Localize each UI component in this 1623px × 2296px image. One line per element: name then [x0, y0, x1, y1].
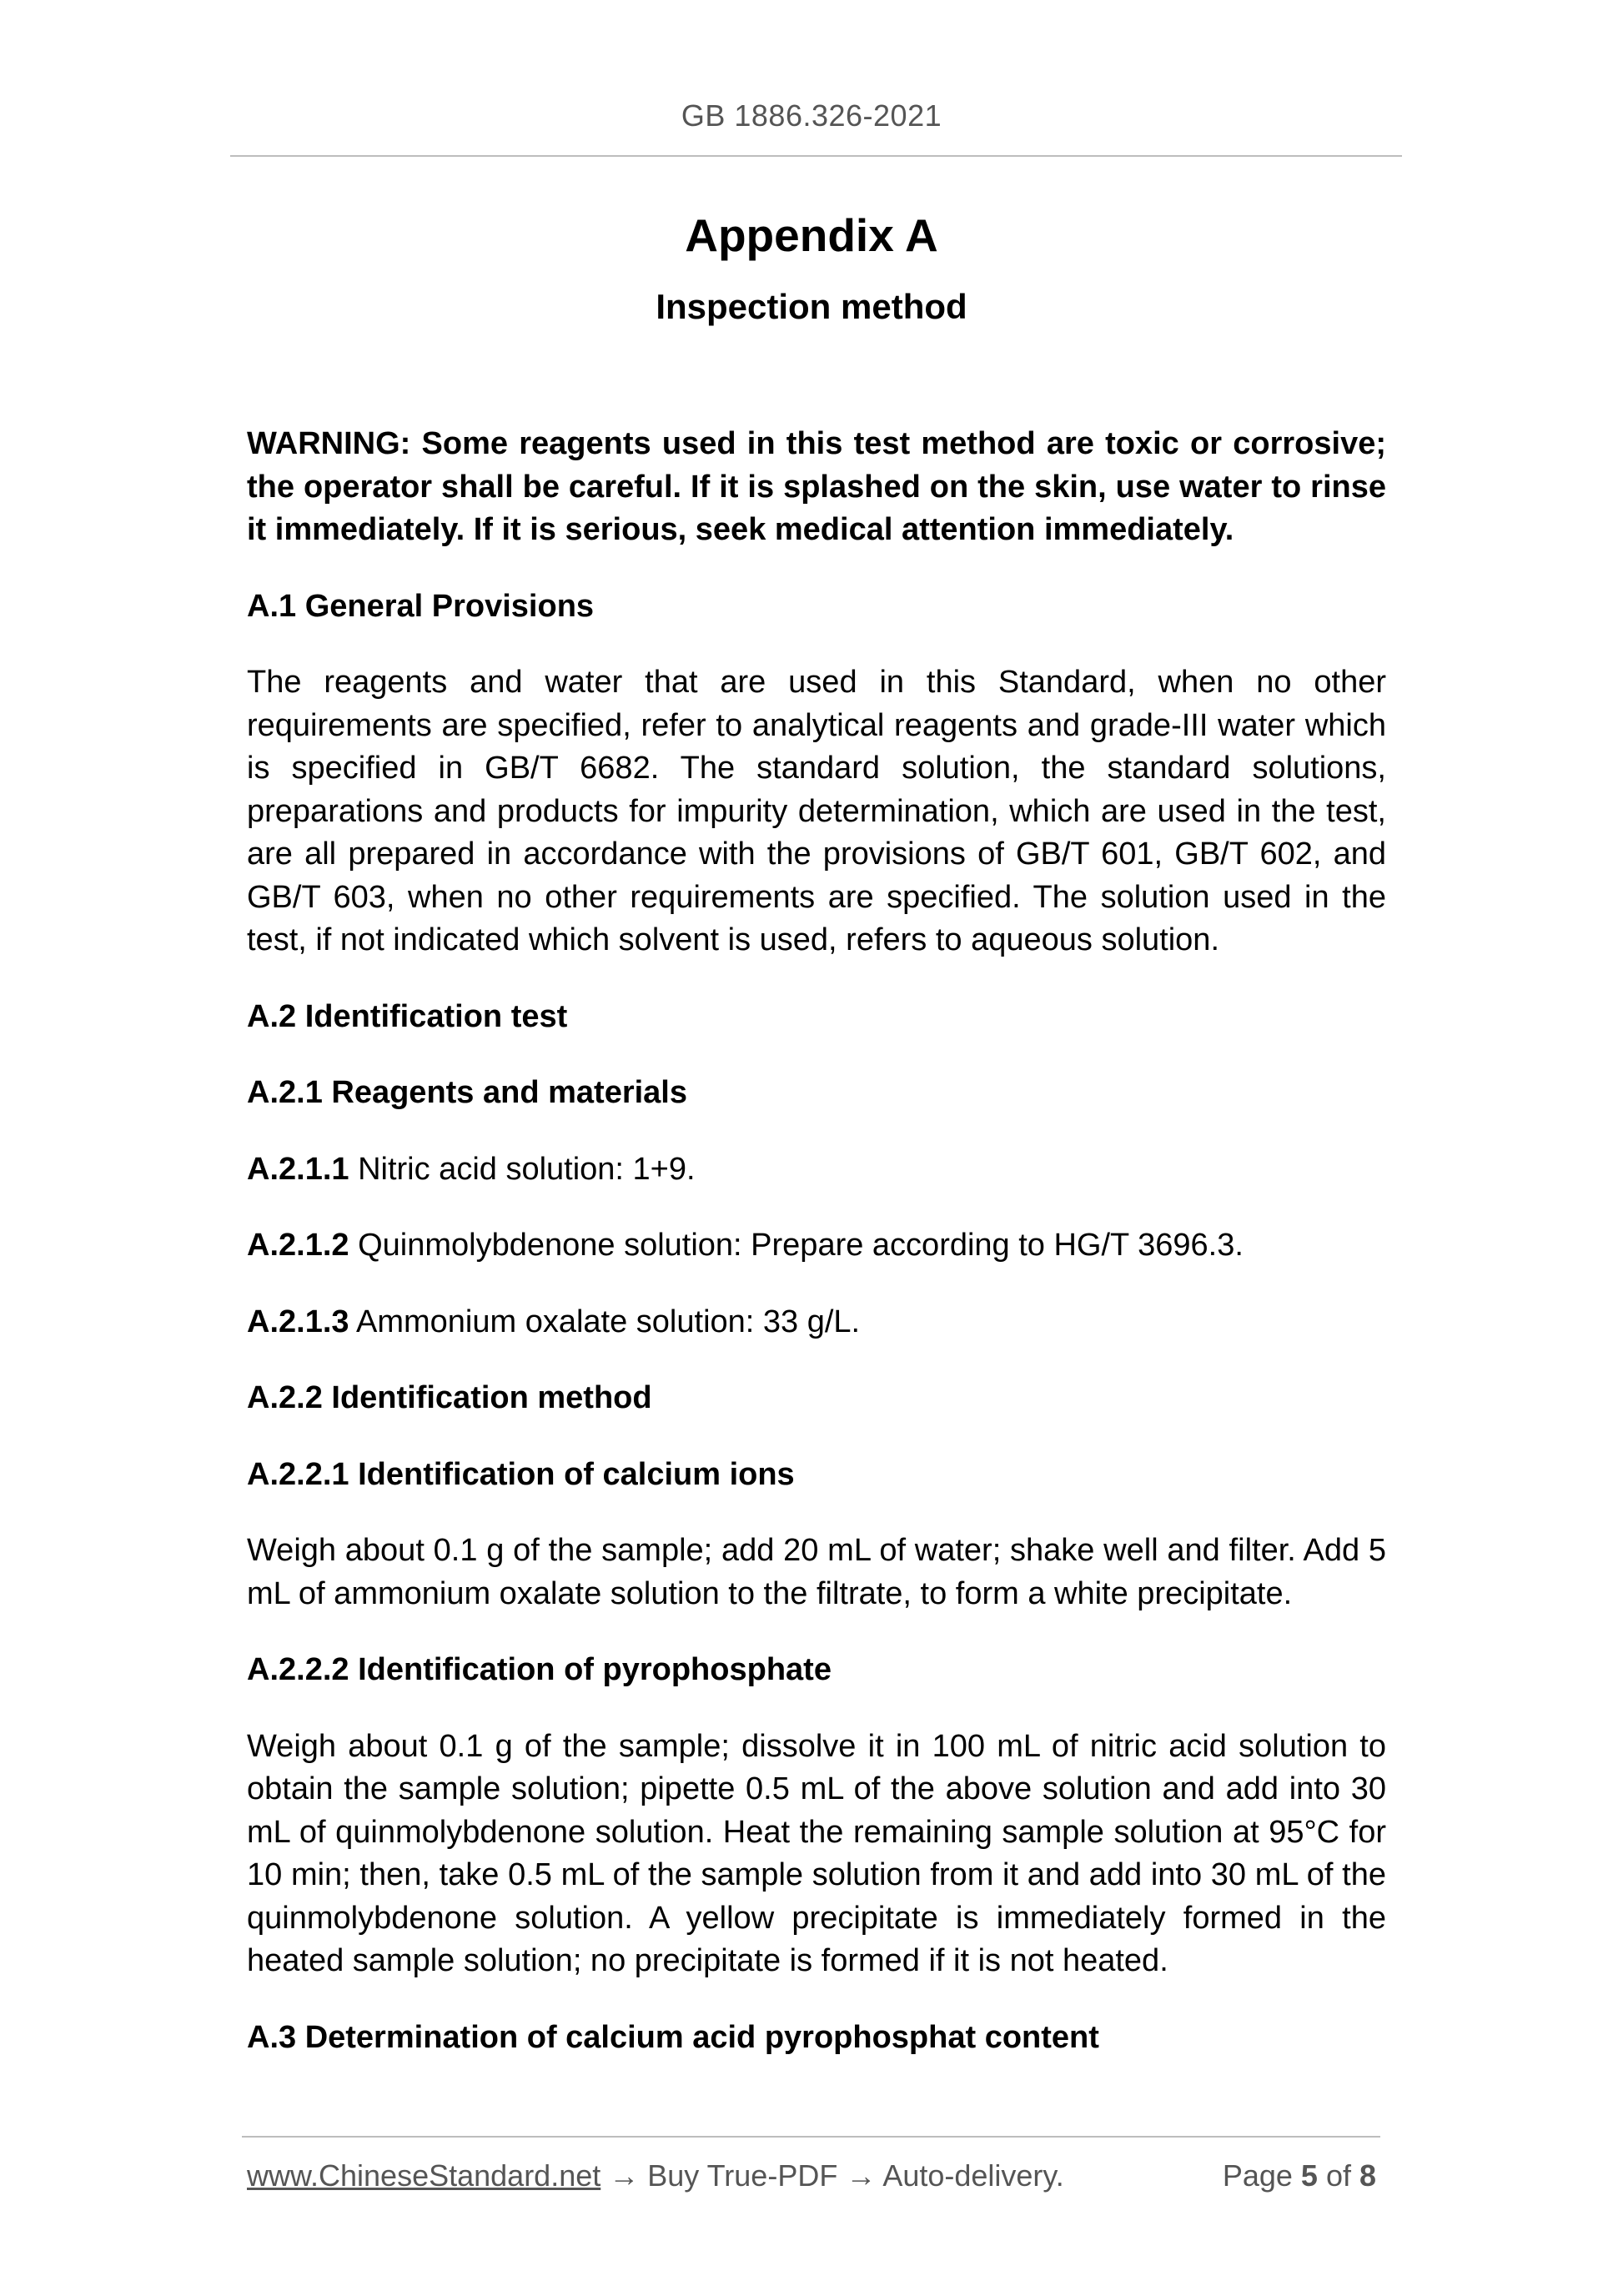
- section-a3-heading: A.3 Determination of calcium acid pyrophosphat content: [247, 2019, 1099, 2055]
- section-a21-heading: A.2.1 Reagents and materials: [247, 1075, 687, 1110]
- section-a222-heading: A.2.2.2 Identification of pyrophosphate: [247, 1652, 832, 1687]
- footer-website-link[interactable]: www.ChineseStandard.net: [247, 2158, 601, 2193]
- item-a213: [247, 1301, 1386, 1344]
- item-a213-text: Ammonium oxalate solution: 33 g/L.: [349, 1304, 861, 1339]
- header-standard-code: GB 1886.326-2021: [681, 98, 942, 133]
- header-divider: [230, 155, 1402, 157]
- item-a212-text: Quinmolybdenone solution: Prepare according to HG/T 3696.3.: [349, 1228, 1244, 1263]
- page-of: of: [1317, 2158, 1359, 2193]
- footer-divider: [242, 2136, 1380, 2138]
- section-a1-text: The reagents and water that are used in this Standard, when no other requirements are specified, refer to analytical reagents and grade-III water which is specified in GB/T 6682. The standard solution, the standard solutions, preparations and products for impurity determination, which are used in the test, are all prepared in accordance with the provisions of GB/T 601, GB/T 602, and GB/T 603, when no other requirements are specified. The solution used in the test, if not indicated which solvent is used, refers to aqueous solution.: [247, 665, 1386, 957]
- footer-tagline: → Buy True-PDF → Auto-delivery.: [600, 2158, 1064, 2193]
- footer-promo: [247, 2158, 1064, 2193]
- page-total: 8: [1359, 2158, 1376, 2193]
- item-a213-label: A.2.1.3: [247, 1304, 349, 1339]
- item-a211-label: A.2.1.1: [247, 1151, 349, 1187]
- section-a222-text: Weigh about 0.1 g of the sample; dissolve it in 100 mL of nitric acid solution to obtain the sample solution; pipette 0.5 mL of the above solution and add into 30 mL of quinmolybdenone solution. Heat the remaining sample solution at 95°C for 10 min; then, take 0.5 mL of the sample solution from it and add into 30 mL of the quinmolybdenone solution. A yellow precipitate is immediately formed in the heated sample solution; no precipitate is formed if it is not heated.: [247, 1728, 1386, 1978]
- page-current: 5: [1300, 2158, 1318, 2193]
- item-a212: [247, 1224, 1386, 1268]
- appendix-title: Appendix A: [685, 209, 938, 261]
- appendix-subtitle: Inspection method: [656, 287, 967, 326]
- page-label: Page: [1222, 2158, 1301, 2193]
- item-a212-label: A.2.1.2: [247, 1228, 349, 1263]
- item-a211: [247, 1148, 1386, 1192]
- section-a1-heading: A.1 General Provisions: [247, 588, 595, 624]
- warning-paragraph: WARNING: Some reagents used in this test method are toxic or corrosive; the operator shall be careful. If it is splashed on the skin, use water to rinse it immediately. If it is serious, seek medical attention immediately.: [247, 426, 1386, 547]
- item-a211-text: Nitric acid solution: 1+9.: [349, 1151, 696, 1187]
- section-a22-heading: A.2.2 Identification method: [247, 1380, 652, 1415]
- section-a2-heading: A.2 Identification test: [247, 998, 568, 1034]
- footer-page-number: [1223, 2158, 1376, 2193]
- section-a221-text: Weigh about 0.1 g of the sample; add 20 mL of water; shake well and filter. Add 5 mL of ammonium oxalate solution to the filtrate, to form a white precipitate.: [247, 1533, 1386, 1611]
- document-body: [247, 423, 1386, 2093]
- section-a221-heading: A.2.2.1 Identification of calcium ions: [247, 1456, 795, 1492]
